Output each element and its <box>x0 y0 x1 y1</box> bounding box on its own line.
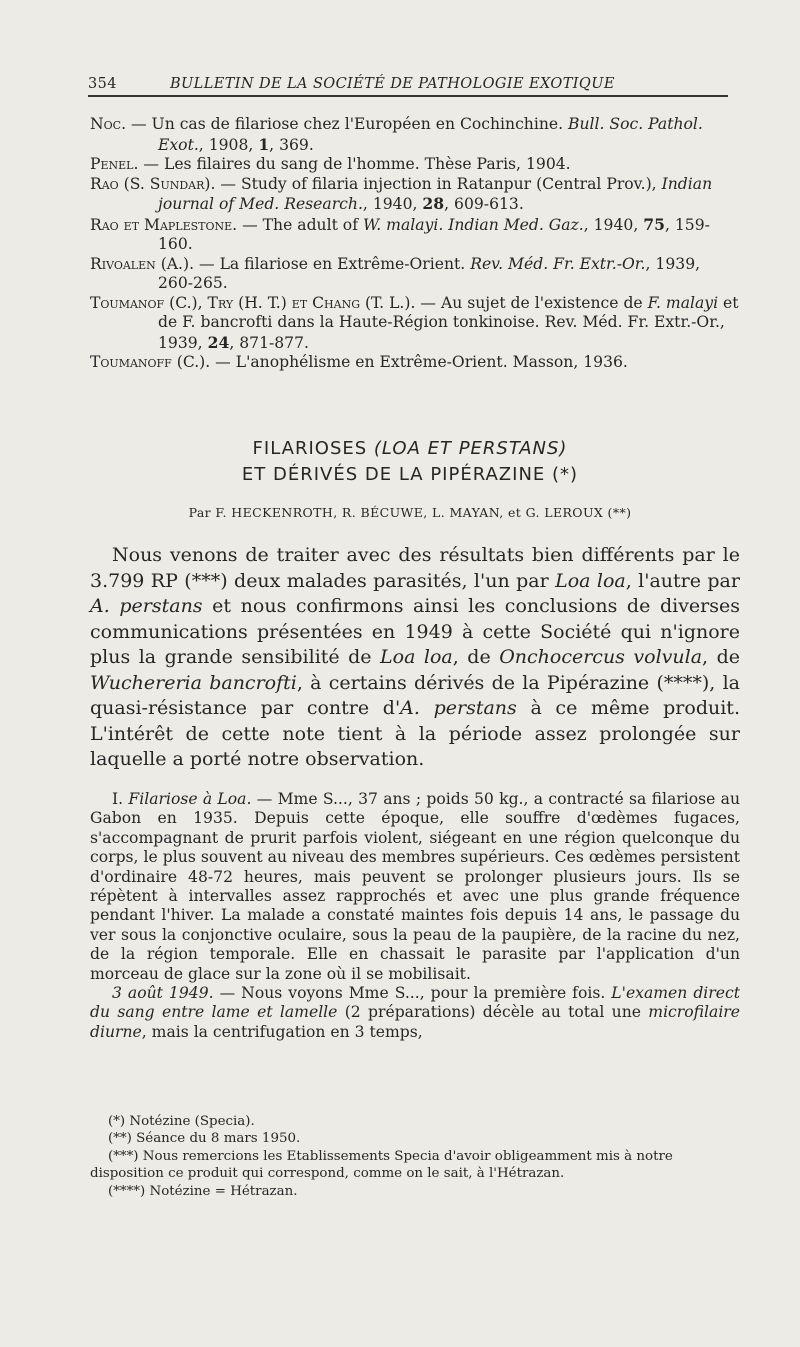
journal-title: BULLETIN DE LA SOCIÉTÉ DE PATHOLOGIE EXOTIQUE <box>170 76 615 92</box>
reference-item: Penel. — Les filaires du sang de l'homme. Thèse Paris, 1904. <box>90 155 571 173</box>
reference-item: Noc. — Un cas de filariose chez l'Européen en Cochinchine. Bull. Soc. Pathol. Exot., 1908, 1, 369. <box>90 115 703 154</box>
article-title: FILARIOSES (LOA ET PERSTANS) <box>252 438 568 459</box>
case-paragraph: 3 août 1949. — Nous voyons Mme S..., pour la première fois. L'examen direct du sang entre lame et lamelle (2 préparations) décèle au total une microfilaire diurne, mais la centrifugation en 3 temps, <box>90 984 740 1041</box>
footnote: (***) Nous remercions les Etablissements Specia d'avoir obligeamment mis à notre disposition ce produit qui correspond, comme on le sait, à l'Hétrazan. <box>90 1148 673 1182</box>
article-subtitle: ET DÉRIVÉS DE LA PIPÉRAZINE (*) <box>241 464 579 485</box>
footnotes <box>90 1113 740 1200</box>
reference-list <box>90 115 740 373</box>
reference-item: Rao (S. Sundar). — Study of filaria injection in Ratanpur (Central Prov.), Indian journal of Med. Research., 1940, 28, 609-613. <box>90 174 713 213</box>
page-number: 354 <box>88 76 117 92</box>
footnote: (****) Notézine = Hétrazan. <box>108 1183 298 1199</box>
lead-paragraph: Nous venons de traiter avec des résultats bien différents par le 3.799 RP (***) deux malades parasités, l'un par Loa loa, l'autre par A. perstans et nous confirmons ainsi les conclusions de diverses communications présentées en 1949 à cette Société qui n'ignore plus la grande sensibilité de Loa loa, de Onchocercus volvula, de Wuchereria bancrofti, à certains dérivés de la Pipérazine (****), la quasi-résistance par contre d'A. perstans à ce même produit. L'intérêt de cette note tient à la période assez prolongée sur laquelle a porté notre observation. <box>90 544 740 770</box>
reference-item: Toumanoff (C.). — L'anophélisme en Extrême-Orient. Masson, 1936. <box>90 353 628 371</box>
body-text <box>90 790 740 1042</box>
reference-item: Rao et Maplestone. — The adult of W. malayi. Indian Med. Gaz., 1940, 75, 159-160. <box>90 214 710 253</box>
author-byline: Par F. HECKENROTH, R. BÉCUWE, L. MAYAN, et G. LEROUX (**) <box>188 505 632 520</box>
reference-item: Rivoalen (A.). — La filariose en Extrême-Orient. Rev. Méd. Fr. Extr.-Or., 1939, 260-265. <box>90 254 701 292</box>
running-header <box>88 76 728 97</box>
case-paragraph: I. Filariose à Loa. — Mme S..., 37 ans ; poids 50 kg., a contracté sa filariose au Gabon en 1935. Depuis cette époque, elle souffre d'œdèmes fugaces, s'accompagnant de prurit parfois violent, siégeant en une région quelconque du corps, le plus souvent au niveau des membres supérieurs. Ces œdèmes persistent d'ordinaire 48-72 heures, mais peuvent se prolonger plusieurs jours. Ils se répètent à intervalles assez rapprochés et avec une plus grande fréquence pendant l'hiver. La malade a constaté maintes fois depuis 14 ans, le passage du ver sous la conjonctive oculaire, sous la peau de la paupière, de la racine du nez, de la région temporale. Elle en chassait le parasite par l'application d'un morceau de glace sur la zone où il se mobilisait. <box>90 790 740 983</box>
footnote: (*) Notézine (Specia). <box>108 1114 255 1129</box>
article-title-block <box>90 436 730 520</box>
footnote: (**) Séance du 8 mars 1950. <box>108 1131 301 1147</box>
reference-item: Toumanof (C.), Try (H. T.) et Chang (T. L.). — Au sujet de l'existence de F. malayi et de F. bancrofti dans la Haute-Région tonkinoise. Rev. Méd. Fr. Extr.-Or., 1939, 24, 871-877. <box>90 293 739 352</box>
